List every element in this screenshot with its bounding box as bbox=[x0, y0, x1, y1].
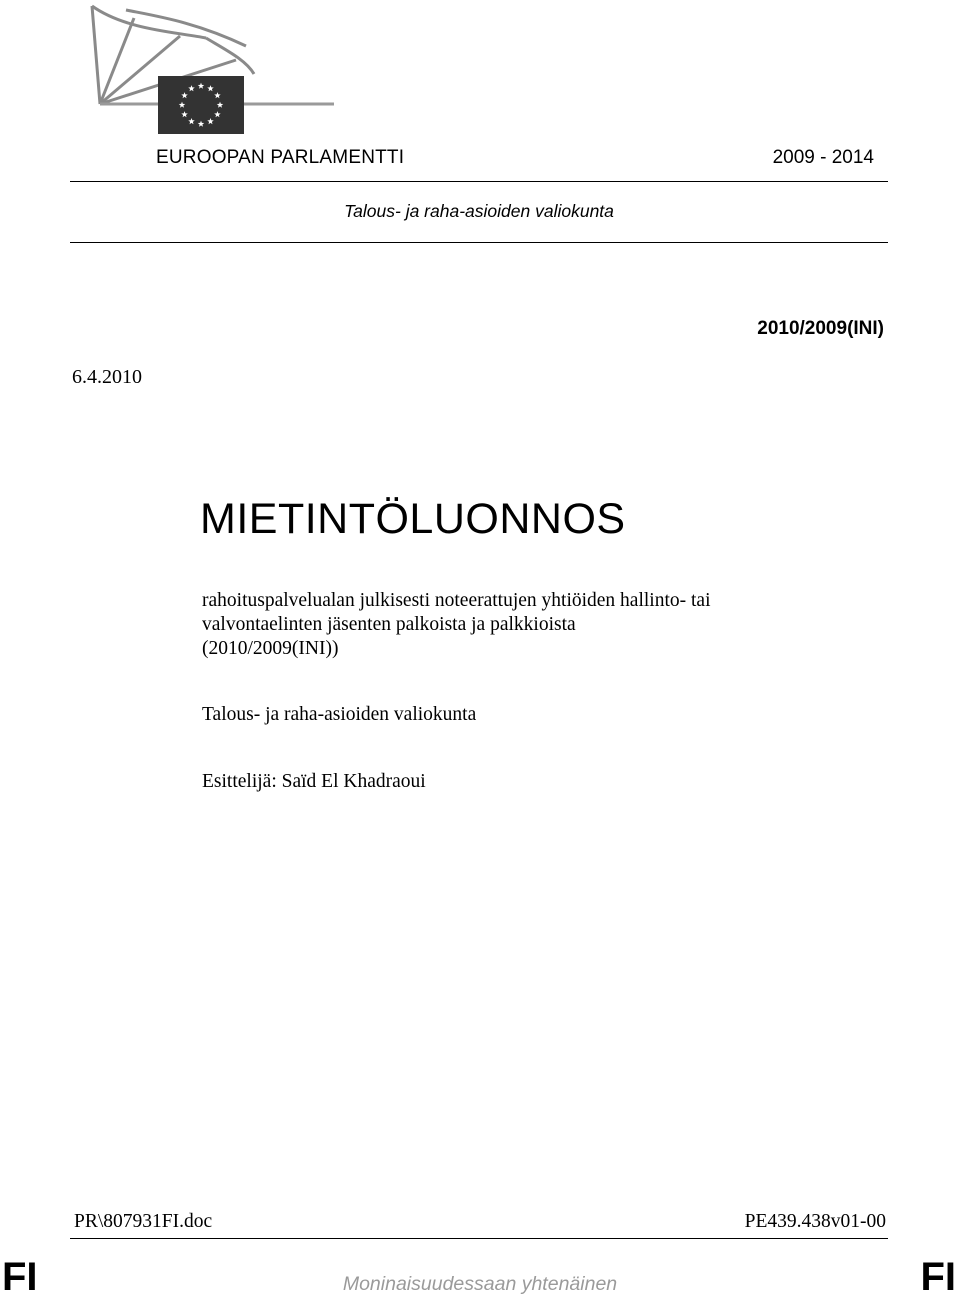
document-subject bbox=[202, 589, 822, 661]
rapporteur: Esittelijä: Saïd El Khadraoui bbox=[202, 771, 426, 792]
pe-reference: PE439.438v01-00 bbox=[744, 1211, 886, 1232]
language-code-right: FI bbox=[920, 1255, 956, 1299]
subject-line: (2010/2009(INI)) bbox=[202, 638, 339, 659]
committee-header: Talous- ja raha-asioiden valiokunta bbox=[344, 201, 614, 221]
file-reference: PR\807931FI.doc bbox=[74, 1211, 213, 1232]
header-divider bbox=[70, 181, 888, 182]
logo-hemicycle-line bbox=[92, 6, 206, 38]
procedure-reference: 2010/2009(INI) bbox=[757, 318, 884, 339]
parliament-name: EUROOPAN PARLAMENTTI bbox=[156, 147, 405, 168]
language-code-left: FI bbox=[2, 1255, 38, 1299]
header-divider bbox=[70, 242, 888, 243]
document-date: 6.4.2010 bbox=[72, 366, 142, 388]
eu-motto: Moninaisuudessaan yhtenäinen bbox=[342, 1273, 618, 1295]
subject-line: valvontaelinten jäsenten palkoista ja palkkioista bbox=[202, 614, 576, 635]
document-title: MIETINTÖLUONNOS bbox=[200, 495, 626, 543]
european-parliament-logo bbox=[86, 0, 336, 140]
logo-hemicycle-line bbox=[92, 6, 100, 104]
committee-name: Talous- ja raha-asioiden valiokunta bbox=[202, 704, 477, 725]
eu-flag bbox=[158, 76, 244, 134]
footer-divider bbox=[70, 1238, 888, 1239]
parliamentary-term: 2009 - 2014 bbox=[772, 147, 874, 168]
subject-line: rahoituspalvelualan julkisesti noteerattujen yhtiöiden hallinto- tai bbox=[202, 590, 711, 611]
